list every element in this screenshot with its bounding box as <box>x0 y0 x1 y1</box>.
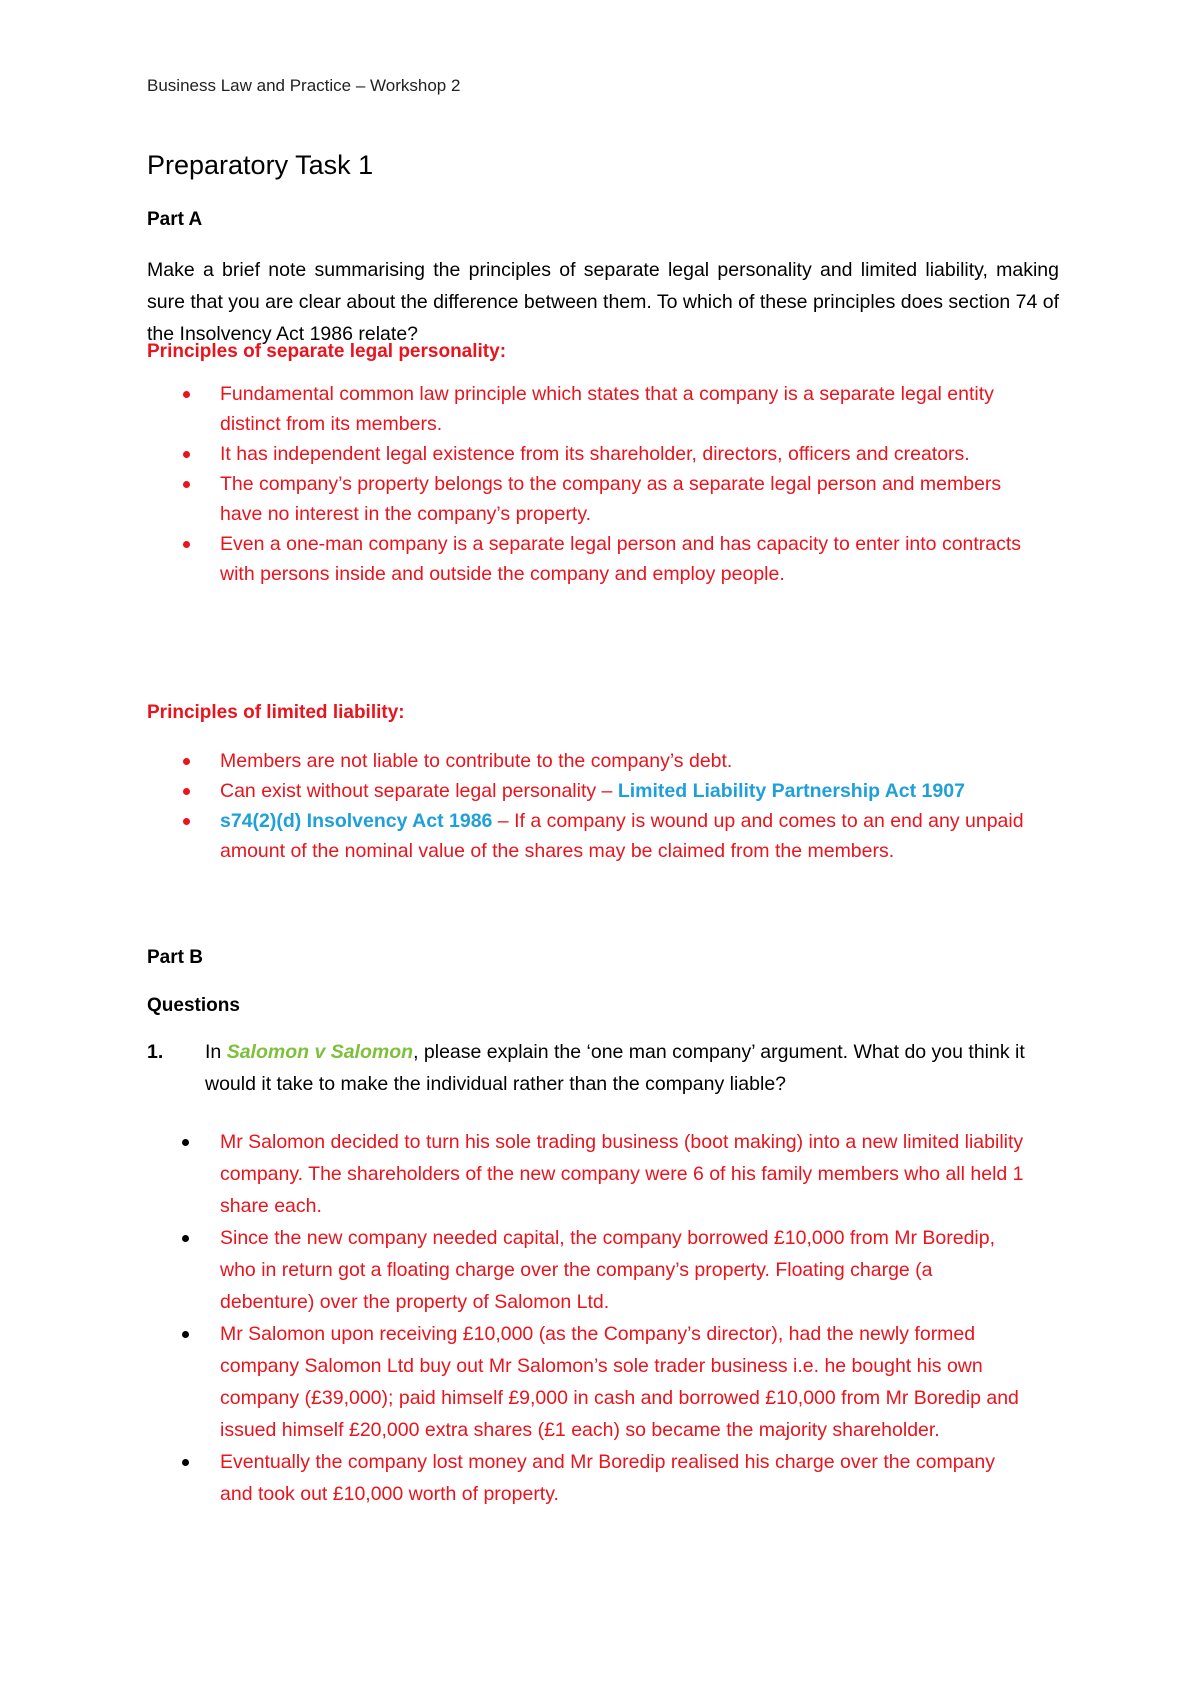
list-item: Fundamental common law principle which states that a company is a separate legal entity distinct from its members. <box>147 379 1047 439</box>
bullet-icon <box>183 451 190 458</box>
case-name: Salomon v Salomon <box>226 1041 414 1063</box>
ll-bullet-list <box>147 746 1047 866</box>
bullet-icon <box>183 481 190 488</box>
list-item: s74(2)(d) Insolvency Act 1986 – If a company is wound up and comes to an end any unpaid amount of the nominal value of the shares may be claimed from the members. <box>147 806 1047 866</box>
answer-bullet-list <box>147 1126 1027 1510</box>
part-b-heading: Part B <box>147 947 203 968</box>
bullet-icon <box>183 758 190 765</box>
list-item: Eventually the company lost money and Mr Boredip realised his charge over the company and took out £10,000 worth of property. <box>147 1446 1027 1510</box>
list-item: Can exist without separate legal personality – Limited Liability Partnership Act 1907 <box>147 776 1047 806</box>
slp-heading: Principles of separate legal personality: <box>147 341 507 362</box>
statute-reference: Limited Liability Partnership Act 1907 <box>617 780 965 802</box>
list-item: It has independent legal existence from its shareholder, directors, officers and creators. <box>147 439 1047 469</box>
list-item: Since the new company needed capital, the company borrowed £10,000 from Mr Boredip, who in return got a floating charge over the company’s property. Floating charge (a debenture) over the property of Salomon Ltd. <box>147 1222 1027 1318</box>
bullet-icon <box>183 818 190 825</box>
question-number: 1. <box>147 1041 164 1063</box>
page-title: Preparatory Task 1 <box>147 150 374 180</box>
running-header: Business Law and Practice – Workshop 2 <box>147 76 461 95</box>
part-a-question: Make a brief note summarising the principles of separate legal personality and limited liability, making sure that you are clear about the difference between them. To which of these principles does section 74 of the Insolvency Act 1986 relate? <box>147 259 1060 345</box>
bullet-icon <box>183 541 190 548</box>
bullet-icon <box>183 788 190 795</box>
list-item: The company’s property belongs to the company as a separate legal person and members have no interest in the company’s property. <box>147 469 1047 529</box>
questions-heading: Questions <box>147 995 240 1016</box>
slp-bullet-list <box>147 379 1047 589</box>
bullet-icon <box>183 391 190 398</box>
bullet-icon <box>182 1235 189 1242</box>
statute-reference: s74(2)(d) Insolvency Act 1986 <box>220 810 493 832</box>
list-item: Mr Salomon upon receiving £10,000 (as the Company’s director), had the newly formed company Salomon Ltd buy out Mr Salomon’s sole trader business i.e. he bought his own company (£39,000); paid himself £9,000 in cash and borrowed £10,000 from Mr Boredip and issued himself £20,000 extra shares (£1 each) so became the majority shareholder. <box>147 1318 1027 1446</box>
list-item: Members are not liable to contribute to the company’s debt. <box>147 746 1047 776</box>
bullet-icon <box>182 1139 189 1146</box>
question-1: 1. In Salomon v Salomon, please explain the ‘one man company’ argument. What do you think it would it take to make the individual rather than the company liable? <box>147 1036 1067 1100</box>
list-item: Mr Salomon decided to turn his sole trading business (boot making) into a new limited liability company. The shareholders of the new company were 6 of his family members who all held 1 share each. <box>147 1126 1027 1222</box>
ll-heading: Principles of limited liability: <box>147 702 405 723</box>
list-item: Even a one-man company is a separate legal person and has capacity to enter into contracts with persons inside and outside the company and employ people. <box>147 529 1047 589</box>
bullet-icon <box>182 1459 189 1466</box>
bullet-icon <box>182 1331 189 1338</box>
part-a-heading: Part A <box>147 209 203 230</box>
